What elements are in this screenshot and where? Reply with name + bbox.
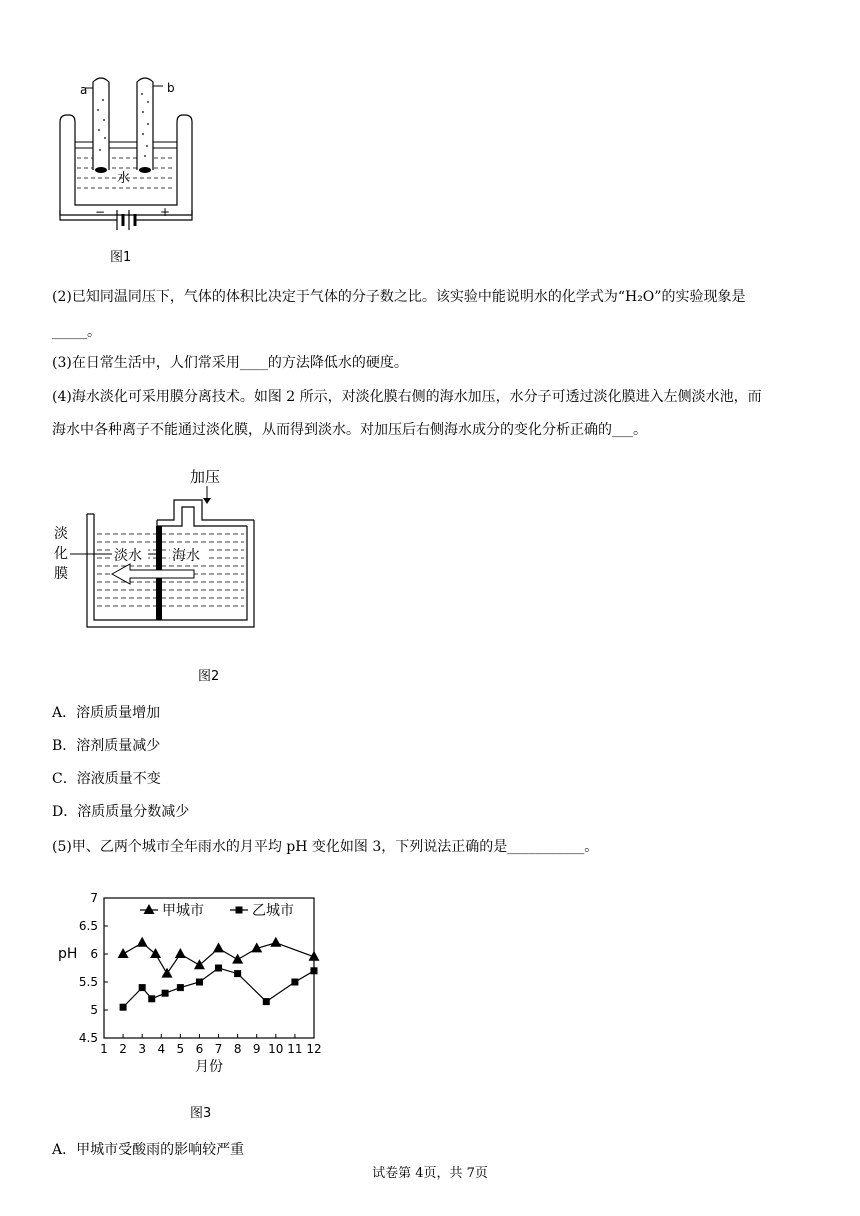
y-tick-label: 6.5 <box>78 919 98 933</box>
legend-label-2: 乙城市 <box>252 903 294 919</box>
data-point-series-1 <box>150 948 161 958</box>
option-a: A．溶质质量增加 <box>52 705 161 721</box>
legend-marker-1 <box>144 904 155 914</box>
data-point-series-2 <box>148 995 155 1002</box>
figure-2-membrane <box>52 462 272 637</box>
ph-line-chart <box>52 880 342 1092</box>
data-point-series-2 <box>196 979 203 986</box>
label-plus: + <box>160 205 171 219</box>
legend-label-1: 甲城市 <box>162 903 204 919</box>
x-tick-label: 6 <box>195 1042 204 1056</box>
option-q5-a: A．甲城市受酸雨的影响较严重 <box>52 1142 245 1158</box>
y-tick-label: 5 <box>90 1003 98 1017</box>
data-point-series-1 <box>162 968 173 978</box>
question-3: (3)在日常生活中，人们常采用____的方法降低水的硬度。 <box>52 355 408 371</box>
question-4-line-2: 海水中各种离子不能通过淡化膜，从而得到淡水。对加压后右侧海水成分的变化分析正确的___。 <box>52 422 647 438</box>
data-point-series-1 <box>213 942 224 952</box>
x-tick-label: 1 <box>100 1042 108 1056</box>
y-tick-label: 5.5 <box>78 975 98 989</box>
x-tick-label: 9 <box>252 1042 261 1056</box>
label-pressure: 加压 <box>190 468 221 486</box>
plot-frame <box>104 898 314 1038</box>
legend-marker-2 <box>236 907 243 914</box>
figure-1-caption: 图1 <box>110 250 132 265</box>
y-tick-label: 6 <box>90 947 98 961</box>
data-point-series-1 <box>194 959 205 969</box>
x-tick-label: 4 <box>157 1042 166 1056</box>
x-tick-label: 10 <box>268 1042 284 1056</box>
label-fresh-water: 淡水 <box>114 548 142 564</box>
data-point-series-2 <box>291 979 298 986</box>
x-tick-label: 11 <box>287 1042 303 1056</box>
option-c: C．溶液质量不变 <box>52 771 161 787</box>
y-tick-label: 4.5 <box>78 1031 98 1045</box>
figure-2-caption: 图2 <box>198 669 220 684</box>
label-membrane-1: 淡 <box>54 526 68 542</box>
y-tick-label: 7 <box>90 891 98 905</box>
x-tick-label: 8 <box>233 1042 242 1056</box>
y-axis-label: pH <box>58 946 78 962</box>
page-footer: 试卷第 4页，共 7页 <box>372 1166 488 1181</box>
option-d: D．溶质质量分数减少 <box>52 804 190 820</box>
question-5: (5)甲、乙两个城市全年雨水的月平均 pH 变化如图 3，下列说法正确的是___________。 <box>52 839 599 855</box>
data-point-series-1 <box>118 948 129 958</box>
question-2-line-2: _____。 <box>52 324 101 340</box>
question-4-line-1: (4)海水淡化可采用膜分离技术。如图 2 所示，对淡化膜右侧的海水加压，水分子可透过淡化膜进入左侧淡水池，而 <box>52 389 762 405</box>
x-tick-label: 12 <box>306 1042 322 1056</box>
question-2-line-1: (2)已知同温同压下，气体的体积比决定于气体的分子数之比。该实验中能说明水的化学式为“H₂O”的实验现象是 <box>52 289 746 305</box>
label-minus: − <box>95 205 106 219</box>
data-point-series-2 <box>263 998 270 1005</box>
electrolysis-diagram <box>55 70 200 270</box>
membrane-diagram <box>52 462 272 637</box>
figure-3-caption: 图3 <box>190 1106 212 1121</box>
label-membrane-2: 化 <box>54 546 68 562</box>
x-axis-label: 月份 <box>195 1059 223 1075</box>
x-tick-label: 3 <box>138 1042 147 1056</box>
label-membrane-3: 膜 <box>54 566 68 582</box>
data-point-series-2 <box>215 965 222 972</box>
data-point-series-2 <box>120 1004 127 1011</box>
figure-3-chart <box>52 880 342 1092</box>
x-tick-label: 5 <box>176 1042 185 1056</box>
data-point-series-1 <box>137 937 148 947</box>
data-point-series-2 <box>234 970 241 977</box>
label-water: 水 <box>117 171 131 186</box>
label-a: a <box>80 83 88 97</box>
data-point-series-1 <box>270 937 281 947</box>
data-point-series-2 <box>162 990 169 997</box>
data-point-series-2 <box>311 967 318 974</box>
label-sea-water: 海水 <box>172 548 200 564</box>
data-point-series-2 <box>177 984 184 991</box>
option-b: B．溶剂质量减少 <box>52 738 161 754</box>
figure-1-electrolysis <box>55 70 200 270</box>
label-b: b <box>167 81 175 95</box>
data-point-series-1 <box>232 954 243 964</box>
data-point-series-1 <box>175 948 186 958</box>
x-tick-label: 7 <box>214 1042 223 1056</box>
x-tick-label: 2 <box>119 1042 127 1056</box>
data-point-series-2 <box>139 984 146 991</box>
